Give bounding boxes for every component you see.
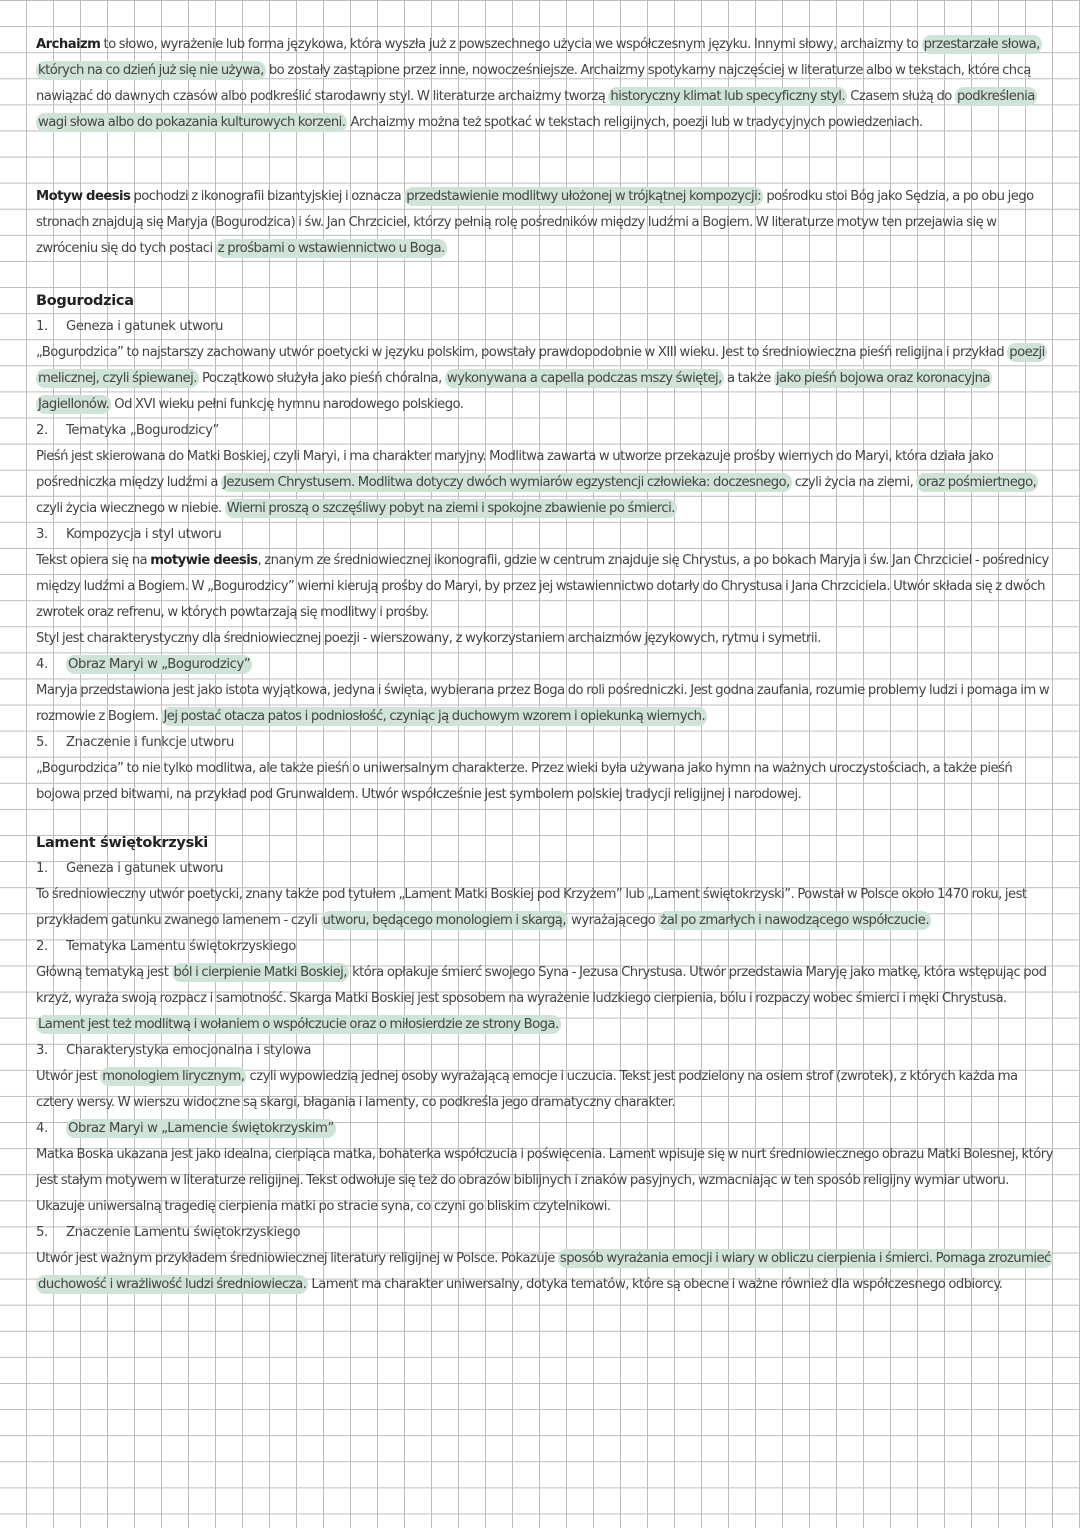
lament-section [36, 830, 1054, 1298]
section-number: 1. [36, 319, 48, 334]
highlight: monologiem lirycznym, [102, 1069, 245, 1084]
text: pochodzi z ikonografii bizantyjskiej i oznacza [130, 189, 405, 204]
section-heading [36, 652, 1054, 678]
highlight: Lament jest też modlitwą i wołaniem o współczucie oraz o miłosierdzie ze strony Boga. [38, 1017, 559, 1032]
lament-title: Lament świętokrzyski [36, 835, 208, 851]
section-label: Znaczenie i funkcje utworu [66, 735, 234, 750]
text: Styl jest charakterystyczny dla średniowiecznej poezji - wierszowany, z wykorzystaniem archaizmów językowych, rytmu i symetrii. [36, 631, 821, 646]
section-number: 1. [36, 861, 48, 876]
section-label: Geneza i gatunek utworu [66, 861, 224, 876]
section-number: 4. [36, 1121, 48, 1136]
text: , znanym ze średniowiecznej ikonografii, gdzie w centrum znajduje się Chrystus, a po bokach Maryja i św. Jan Chrzciciel - pośrednicy między ludźmi a Bogiem. W „Bogurodzicy” wierni kierują prośby do Maryi, by przez jej wstawiennictwo dotarły do Chrystusa i Jana Chrzciciela. Utwór składa się z dwóch zwrotek oraz refrenu, w których powtarzają się modlitwy i prośby. [36, 553, 1049, 620]
section-label: Kompozycja i styl utworu [66, 527, 222, 542]
deesis-section [36, 184, 1054, 262]
text: która opłakuje śmierć swojego Syna - Jezusa Chrystusa. Utwór przedstawia Maryję jako matkę, która wstępując pod krzyż, wyraża swoją rozpacz i samotność. Skarga Matki Boskiej jest sposobem na wyrażenie ludzkiego cierpienia, bólu i rozpaczy wobec śmierci i męki Chrystusa. [36, 965, 1047, 1006]
deesis-term: Motyw deesis [36, 189, 131, 204]
text: Tekst opiera się na [36, 553, 151, 568]
text: „Bogurodzica” to nie tylko modlitwa, ale także pieśń o uniwersalnym charakterze. Przez wieki była używana jako hymn na ważnych uroczystościach, a także pieśń bojowa przed bitwami, na przykład pod Grunwaldem. Utwór współcześnie jest symbolem polskiej tradycji religijnej i narodowej. [36, 761, 1013, 802]
text: bo zostały zastąpione przez inne, nowocześniejsze. Archaizmy spotykamy najczęściej w literaturze albo w tekstach, które chcą nawiązać do dawnych czasów albo podkreślić starodawny styl. W literaturze archaizmy tworzą [36, 63, 1031, 104]
section-heading [36, 1038, 1054, 1064]
section-number: 2. [36, 939, 48, 954]
section-label: Obraz Maryi w „Lamencie świętokrzyskim” [68, 1121, 334, 1136]
text: Maryja przedstawiona jest jako istota wyjątkowa, jedyna i święta, wybierana przez Boga do roli pośredniczki. Jest godna zaufania, rozumie problemy ludzi i pomaga im w rozmowie z Bogiem. [36, 683, 1050, 724]
paragraph [36, 340, 1054, 418]
text: Utwór jest ważnym przykładem średniowiecznej literatury religijnej w Polsce. Pokazuje [36, 1251, 558, 1266]
section-heading [36, 522, 1054, 548]
paragraph [36, 1064, 1054, 1116]
highlight: wykonywana a capella podczas mszy świętej, [446, 371, 722, 386]
section-number: 5. [36, 735, 48, 750]
highlight: sposób wyrażania emocji i wiary w obliczu cierpienia i śmierci. Pomaga zrozumieć duchowość i wrażliwość ludzi średniowiecza. [38, 1251, 1051, 1292]
highlight: ból i cierpienie Matki Boskiej, [173, 965, 347, 980]
section-number: 3. [36, 527, 48, 542]
paragraph [36, 960, 1054, 1038]
text: To średniowieczny utwór poetycki, znany także pod tytułem „Lament Matki Boskiej pod Krzyżem” lub „Lament świętokrzyski”. Powstał w Polsce około 1470 roku, jest przykładem gatunku zwanego lamenem - czyli [36, 887, 1027, 928]
section-number: 5. [36, 1225, 48, 1240]
highlight: przedstawienie modlitwy ułożonej w trójkątnej kompozycji: [406, 189, 762, 204]
section-heading [36, 418, 1054, 444]
section-heading [36, 856, 1054, 882]
section-label: Obraz Maryi w „Bogurodzicy” [68, 657, 251, 672]
text: Początkowo służyła jako pieśń chóralna, [198, 371, 445, 386]
text: pośrodku stoi Bóg jako Sędzia, a po obu jego stronach znajdują się Maryja (Bogurodzica) i św. Jan Chrzciciel, którzy pełnią rolę pośredników między ludźmi a Bogiem. W literaturze motyw ten przejawia się w zwróceniu się do tych postaci [36, 189, 1034, 256]
text: Matka Boska ukazana jest jako idealna, cierpiąca matka, bohaterka współczucia i poświęcenia. Lament wpisuje się w nurt średniowiecznego obrazu Matki Bolesnej, który jest stałym motywem w literaturze religijnej. Tekst odwołuje się też do obrazów biblijnych i znaków pasyjnych, wzmacniając w ten sposób religijny wymiar utworu. Ukazuje uniwersalną tragedię cierpienia matki po stracie syna, co czyni go bliskim czytelnikowi. [36, 1147, 1053, 1214]
deesis-paragraph [36, 184, 1054, 262]
section-label: Tematyka Lamentu świętokrzyskiego [66, 939, 296, 954]
text: „Bogurodzica” to najstarszy zachowany utwór poetycki w języku polskim, powstały prawdopodobnie w XIII wieku. Jest to średniowieczna pieśń religijna i przykład [36, 345, 1008, 360]
text: wyrażającego [567, 913, 659, 928]
text: Utwór jest [36, 1069, 101, 1084]
text: Od XVI wieku pełni funkcję hymnu narodowego polskiego. [111, 397, 464, 412]
text: a także [723, 371, 774, 386]
section-number: 2. [36, 423, 48, 438]
highlight: Jej postać otacza patos i podniosłość, czyniąc ją duchowym wzorem i opiekunką wiernych. [163, 709, 706, 724]
archaizm-section [36, 32, 1054, 136]
bogurodzica-section [36, 288, 1054, 808]
section-label: Tematyka „Bogurodzicy” [66, 423, 219, 438]
paragraph [36, 678, 1054, 730]
highlight: podkreślenia wagi słowa albo do pokazania kulturowych korzeni. [38, 89, 1035, 130]
section-label: Znaczenie Lamentu świętokrzyskiego [66, 1225, 301, 1240]
highlight: z prośbami o wstawiennictwo u Boga. [217, 241, 445, 256]
text: Główną tematyką jest [36, 965, 172, 980]
section-number: 3. [36, 1043, 48, 1058]
section-heading [36, 1220, 1054, 1246]
highlight: utworu, będącego monologiem i skargą, [322, 913, 566, 928]
text: Pieśń jest skierowana do Matki Boskiej, czyli Maryi, i ma charakter maryjny. Modlitwa zawarta w utworze przekazuje prośby wiernych do Maryi, która działa jako pośredniczka między ludźmi a [36, 449, 994, 490]
paragraph [36, 756, 1054, 808]
section-heading [36, 934, 1054, 960]
text: Czasem służą do [847, 89, 955, 104]
bold-term: motywie deesis [150, 553, 258, 568]
highlight: przestarzałe słowa, których na co dzień już się nie używa, [38, 37, 1040, 78]
highlight: Wierni proszą o szczęśliwy pobyt na ziemi i spokojne zbawienie po śmierci. [226, 501, 675, 516]
archaizm-paragraph [36, 32, 1054, 136]
highlight: poezji melicznej, czyli śpiewanej. [38, 345, 1045, 386]
section-label: Charakterystyka emocjonalna i stylowa [66, 1043, 312, 1058]
text: Lament ma charakter uniwersalny, dotyka tematów, które są obecne i ważne również dla współczesnego odbiorcy. [308, 1277, 1003, 1292]
text: czyli życia wiecznego w niebie. [36, 501, 225, 516]
highlight: historyczny klimat lub specyficzny styl. [610, 89, 846, 104]
section-number: 4. [36, 657, 48, 672]
section-heading [36, 730, 1054, 756]
highlight: żal po zmarłych i nawodzącego współczucie. [660, 913, 929, 928]
highlight: oraz pośmiertnego, [918, 475, 1037, 490]
paragraph [36, 1142, 1054, 1220]
section-heading [36, 1116, 1054, 1142]
text: to słowo, wyrażenie lub forma językowa, która wyszła już z powszechnego użycia we współczesnym języku. Innymi słowy, archaizmy to [100, 37, 922, 52]
paragraph [36, 444, 1054, 522]
text: Archaizmy można też spotkać w tekstach religijnych, poezji lub w tradycyjnych powiedzeniach. [347, 115, 923, 130]
bogurodzica-title: Bogurodzica [36, 293, 134, 309]
section-label: Geneza i gatunek utworu [66, 319, 224, 334]
highlight: jako pieśń bojowa oraz koronacyjna Jagiellonów. [38, 371, 990, 412]
paragraph [36, 548, 1054, 626]
paragraph [36, 626, 1054, 652]
text: czyli życia na ziemi, [791, 475, 917, 490]
section-heading [36, 314, 1054, 340]
paragraph [36, 1246, 1054, 1298]
highlight: Jezusem Chrystusem. Modlitwa dotyczy dwóch wymiarów egzystencji człowieka: doczesnego, [223, 475, 790, 490]
text: czyli wypowiedzią jednej osoby wyrażającą emocje i uczucia. Tekst jest podzielony na osiem strof (zwrotek), z których każda ma cztery wersy. W wierszu widoczne są skargi, błagania i lamenty, co podkreśla jego dramatyczny charakter. [36, 1069, 1018, 1110]
paragraph [36, 882, 1054, 934]
archaizm-term: Archaizm [36, 37, 101, 52]
